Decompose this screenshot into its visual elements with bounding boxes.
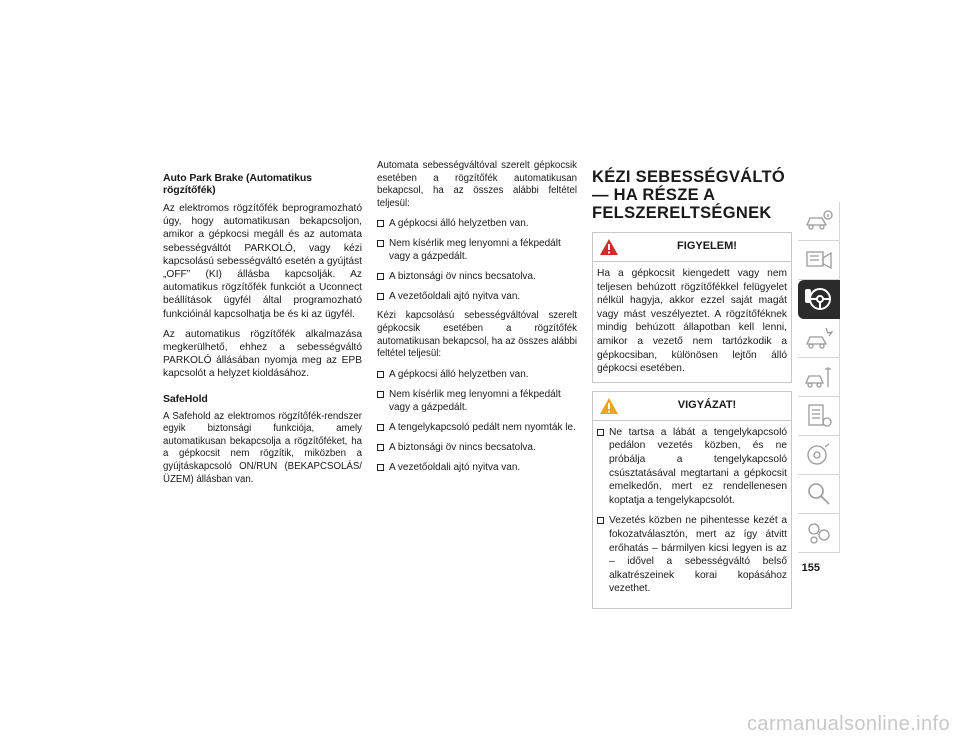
bullet-square-icon: [377, 464, 384, 471]
bullet-square-icon: [597, 429, 604, 436]
watermark: carmanualsonline.info: [747, 713, 950, 735]
bullet-square-icon: [377, 424, 384, 431]
automatic-conditions-list: [377, 217, 577, 303]
auto-park-paragraph-2: Az automatikus rögzítőfék alkalmazása megkerülhető, ehhez a sebességváltó PARKOLÓ állásában nyomja meg az EPB kapcsolót a helyzet kioldásához.: [163, 328, 362, 380]
tab-car-info[interactable]: [798, 202, 840, 241]
list-item: Nem kísérlik meg lenyomni a fékpedált vagy a gázpedált.: [377, 388, 577, 414]
safehold-heading: SafeHold: [163, 392, 208, 405]
list-item: A tengelykapcsoló pedált nem nyomták le.: [377, 421, 577, 434]
list-item: Ne tartsa a lábát a tengelykapcsoló pedálon vezetés közben, és ne próbálja a tengelykapcsoló csúsztatásával megtartani a gépkocsit emelkedőn, mert ez rendellenesen koptatja a tengelykapcsolót.: [597, 426, 787, 508]
caution-header: [593, 392, 791, 421]
specifications-icon: [804, 402, 834, 430]
list-item: A biztonsági öv nincs becsatolva.: [377, 270, 577, 283]
warning-box: [592, 232, 792, 383]
tab-multimedia[interactable]: [798, 436, 840, 475]
left-column: [163, 160, 362, 493]
search-icon: [804, 480, 834, 508]
warning-header: [593, 233, 791, 262]
bullet-square-icon: [377, 220, 384, 227]
middle-column: [377, 160, 577, 481]
warning-text: Ha a gépkocsit kiengedett vagy nem teljesen behúzott rögzítőfékkel felügyelet nélkül hagyja, akkor ezzel saját magát vagy mást veszélyeztet. A rögzítőféknek mindig behúzott állapotban kell lenni, amikor a vezető nem tartózkodik a gépkocsiban, különösen lejtőn álló gépkocsi esetében.: [597, 268, 787, 375]
bullet-square-icon: [597, 517, 604, 524]
list-item: A biztonsági öv nincs becsatolva.: [377, 441, 577, 454]
tab-servicing[interactable]: [798, 358, 840, 397]
list-item: Nem kísérlik meg lenyomni a fékpedált vagy a gázpedált.: [377, 237, 577, 263]
tab-index[interactable]: [798, 514, 840, 553]
caution-box: [592, 391, 792, 609]
steering-wheel-icon: [804, 285, 834, 313]
section-title: KÉZI SEBESSÉGVÁLTÓ — HA RÉSZE A FELSZERELTSÉGNEK: [592, 168, 786, 222]
page-number: 155: [801, 562, 820, 574]
bullet-square-icon: [377, 444, 384, 451]
auto-park-brake-heading: Auto Park Brake (Automatikus rögzítőfék): [163, 172, 312, 196]
car-crash-icon: [804, 324, 834, 352]
list-item: Vezetés közben ne pihentesse kezét a fokozatválasztón, mert az így átvitt erőhatás – bármilyen kicsi legyen is az – idővel a sebességváltó belső alkatrészeinek korai kopásához vezethet.: [597, 514, 787, 596]
caution-body: [593, 421, 791, 608]
tab-starting-driving[interactable]: [798, 280, 840, 319]
bullet-square-icon: [377, 371, 384, 378]
car-service-icon: [804, 363, 834, 391]
bullet-square-icon: [377, 293, 384, 300]
bullet-square-icon: [377, 273, 384, 280]
list-item: A gépkocsi álló helyzetben van.: [377, 217, 577, 230]
index-icon: [804, 519, 834, 547]
auto-park-paragraph-1: Az elektromos rögzítőfék beprogramozható úgy, hogy automatikusan bekapcsoljon, amikor a gépkocsi megáll és az automata sebességváltót PARKOLÓ, vagy kézi kapcsolású sebességváltó esetén a gyújtást „OFF” (KI) állásba kapcsolják. Az automatikus rögzítőfék funkciót a Uconnect beállítások ügyfél által programozható funkcióinál kapcsolhatja be és ki az ügyfél.: [163, 203, 362, 320]
list-item: A vezetőoldali ajtó nyitva van.: [377, 461, 577, 474]
bullet-square-icon: [377, 240, 384, 247]
multimedia-icon: [804, 441, 834, 469]
right-column: [592, 160, 792, 617]
warning-title: FIGYELEM!: [677, 240, 737, 252]
chapter-tabs: [798, 202, 840, 553]
manual-conditions-list: [377, 368, 577, 474]
car-info-icon: [804, 207, 834, 235]
tab-specifications[interactable]: [798, 397, 840, 436]
tab-emergency[interactable]: [798, 319, 840, 358]
tab-dashboard[interactable]: [798, 241, 840, 280]
caution-title: VIGYÁZAT!: [677, 398, 737, 411]
list-item: A gépkocsi álló helyzetben van.: [377, 368, 577, 381]
list-item: A vezetőoldali ajtó nyitva van.: [377, 290, 577, 303]
warning-body: [593, 262, 791, 382]
safehold-paragraph: A Safehold az elektromos rögzítőfék-rendszer egyik biztonsági funkciója, amely automatikusan bekapcsolja a rögzítőféket, ha a gépkocsit nem rögzítik, miközben a gyújtáskapcsoló ON/RUN (BEKAPCSOLÁS/ÜZEM) állásban van.: [163, 410, 362, 485]
bullet-square-icon: [377, 391, 384, 398]
tab-search[interactable]: [798, 475, 840, 514]
automatic-conditions-intro: Automata sebességváltóval szerelt gépkocsik esetében a rögzítőfék automatikusan bekapcsol, ha az összes alábbi feltétel teljesül:: [377, 160, 577, 209]
caution-list: [597, 426, 787, 596]
manual-conditions-intro: Kézi kapcsolású sebességváltóval szerelt gépkocsik esetében a rögzítőfék automatikusan bekapcsol, ha az összes alábbi feltétel teljesül:: [377, 310, 577, 360]
dashboard-icon: [804, 246, 834, 274]
